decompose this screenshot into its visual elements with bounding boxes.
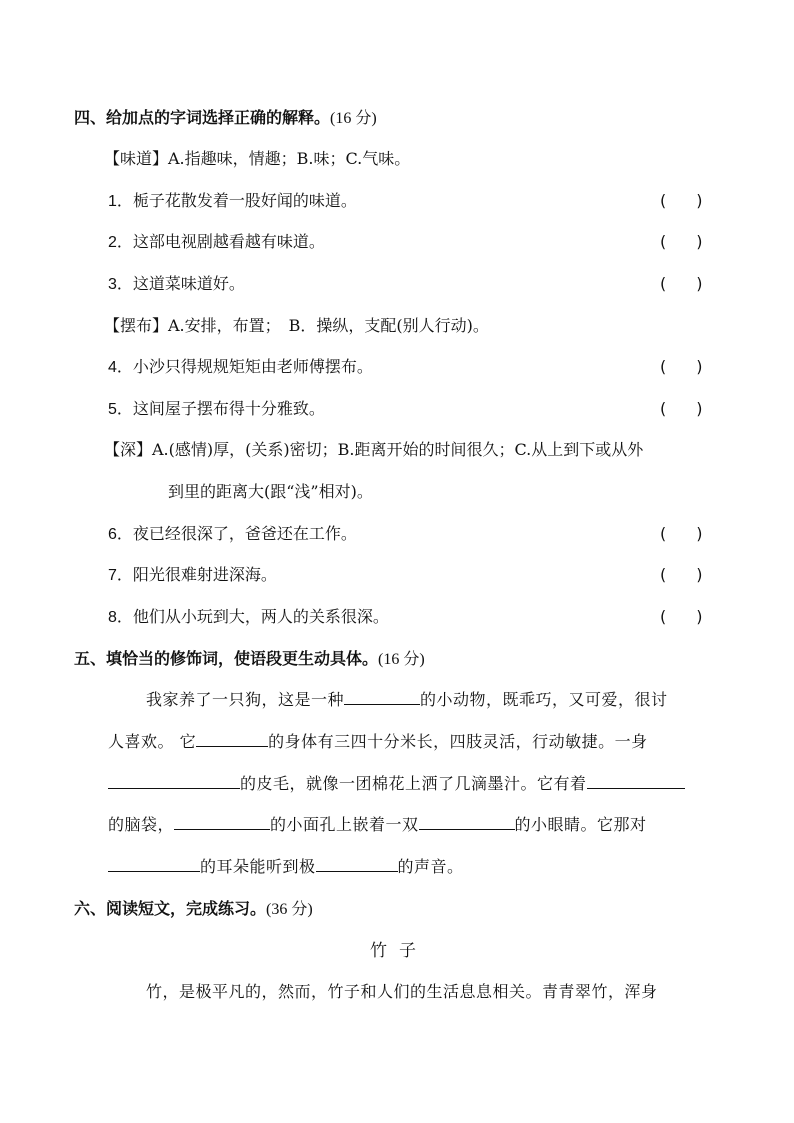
answer-box-8[interactable]: ( ) <box>660 607 703 626</box>
answer-box-4[interactable]: ( ) <box>660 357 703 376</box>
definition-weidao: 【味道】A.指趣味，情趣；B.味；C.气味。 <box>104 149 411 168</box>
question-2: 2．这部电视剧越看越有味道。 <box>108 232 325 251</box>
fill-blank-4[interactable] <box>587 774 685 789</box>
fill-blank-3[interactable] <box>108 774 240 789</box>
definition-shen-line2: 到里的距离大(跟“浅”相对)。 <box>168 482 373 501</box>
answer-box-1[interactable]: ( ) <box>660 191 703 210</box>
passage-title: 竹子 <box>370 941 428 961</box>
section5-heading: 五、填恰当的修饰词，使语段更生动具体。(16 分) <box>74 649 425 668</box>
answer-box-7[interactable]: ( ) <box>660 565 703 584</box>
question-8: 8．他们从小玩到大，两人的关系很深。 <box>108 607 389 626</box>
section4-points: (16 分) <box>330 110 377 127</box>
fill-blank-2[interactable] <box>196 732 268 747</box>
question-3: 3．这道菜味道好。 <box>108 274 245 293</box>
section4-heading: 四、给加点的字词选择正确的解释。(16 分) <box>74 108 377 127</box>
question-1: 1．栀子花散发着一股好闻的味道。 <box>108 191 357 210</box>
definition-baibu: 【摆布】A.安排，布置； B．操纵，支配(别人行动)。 <box>104 316 489 335</box>
section6-heading: 六、阅读短文，完成练习。(36 分) <box>74 899 313 918</box>
paragraph-line-1: 我家养了一只狗，这是一种 的小动物，既乖巧，又可爱，很讨 <box>146 690 668 709</box>
definition-shen-line1: 【深】A.(感情)厚，(关系)密切；B.距离开始的时间很久；C.从上到下或从外 <box>104 440 644 459</box>
paragraph-line-3: 的皮毛，就像一团棉花上洒了几滴墨汁。它有着 <box>108 773 685 795</box>
paragraph-line-4: 的脑袋， 的小面孔上嵌着一双 的小眼睛。它那对 <box>108 815 647 834</box>
section5-points: (16 分) <box>378 651 425 668</box>
question-4: 4．小沙只得规规矩矩由老师傅摆布。 <box>108 357 373 376</box>
answer-box-6[interactable]: ( ) <box>660 524 703 543</box>
answer-box-2[interactable]: ( ) <box>660 232 703 251</box>
answer-box-3[interactable]: ( ) <box>660 274 703 293</box>
paragraph-line-2: 人喜欢。 它 的身体有三四十分米长，四肢灵活，行动敏捷。一身 <box>108 732 648 751</box>
question-5: 5．这间屋子摆布得十分雅致。 <box>108 399 325 418</box>
fill-blank-5[interactable] <box>174 815 270 830</box>
fill-blank-8[interactable] <box>316 857 398 872</box>
fill-blank-1[interactable] <box>344 690 420 705</box>
question-6: 6．夜已经很深了，爸爸还在工作。 <box>108 524 357 543</box>
passage-paragraph-1: 竹，是极平凡的，然而，竹子和人们的生活息息相关。青青翠竹，浑身 <box>146 982 658 1001</box>
paragraph-line-5: 的耳朵能听到极 的声音。 <box>108 856 464 878</box>
fill-blank-6[interactable] <box>419 815 515 830</box>
question-7: 7．阳光很难射进深海。 <box>108 565 277 584</box>
section6-points: (36 分) <box>266 901 313 918</box>
answer-box-5[interactable]: ( ) <box>660 399 703 418</box>
fill-blank-7[interactable] <box>108 857 200 872</box>
